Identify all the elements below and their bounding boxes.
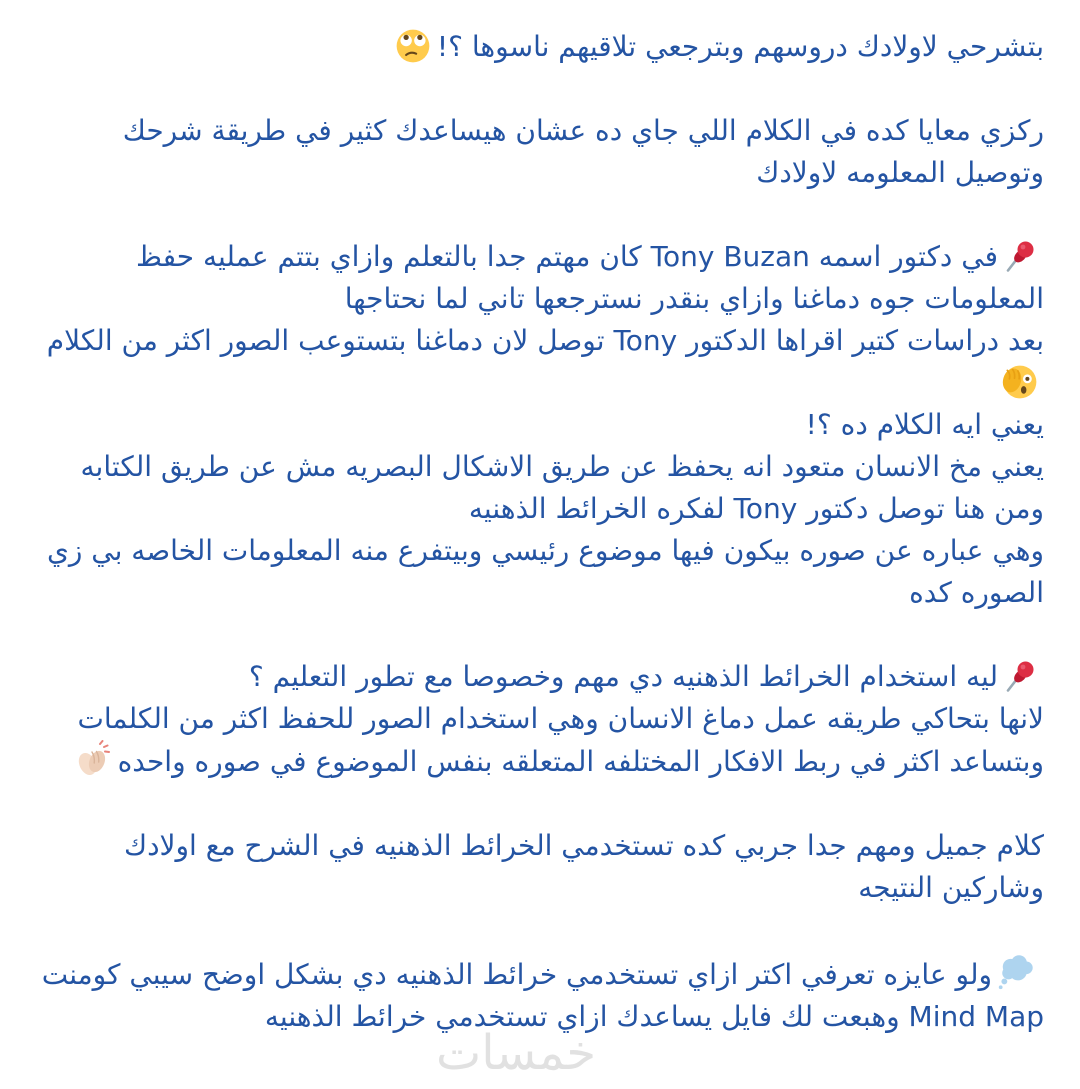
paragraph-focus-intro [34,110,1044,194]
line-text: يعني مخ الانسان متعود انه يحفظ عن طريق الاشكال البصريه مش عن طريق الكتابه ومن هنا توصل دكتور Tony لفكره الخرائط الذهنيه [80,450,1044,525]
post-content [34,26,1044,1038]
clapping-hands-light-emoji [73,740,113,780]
text-line [34,446,1044,530]
text-line [34,951,1044,1038]
line-text: لانها بتحاكي طريقه عمل دماغ الانسان وهي استخدام الصور للحفظ اكثر من الكلمات وبتساعد اكثر في ربط الافكار المختلفه المتعلقه بنفس الموضوع في صوره واحده [77,702,1044,778]
paragraph-intro-question [34,26,1044,68]
thought-balloon-emoji [997,951,1039,993]
khamsat-watermark: خمسات [436,1025,597,1081]
line-text: يعني ايه الكلام ده ؟! [805,408,1044,441]
line-text: كلام جميل ومهم جدا جربي كده تستخدمي الخرائط الذهنيه في الشرح مع اولادك وشاركين النتيجه [123,829,1044,904]
line-text: ركزي معايا كده في الكلام اللي جاي ده عشان هيساعدك كثير في طريقة شرحك وتوصيل المعلومه لاولادك [122,114,1044,189]
text-line [34,26,1044,68]
text-line [34,236,1044,320]
line-text: في دكتور اسمه Tony Buzan كان مهتم جدا بالتعلم وازاي بتتم عمليه حفظ المعلومات جوه دماغنا وازاي بنقدر نسترجعها تاني لما نحتاجها [136,240,1044,315]
text-line [34,698,1044,783]
pushpin-emoji [1003,239,1039,275]
line-text: بتشرحي لاولادك دروسهم وبترجعي تلاقيهم ناسوها ؟! [436,30,1044,63]
line-text: ولو عايزه تعرفي اكتر ازاي تستخدمي خرائط الذهنيه دي بشكل اوضح سيبي كومنت Mind Map وهبعت لك فايل يساعدك ازاي تستخدمي خرائط الذهنيه [41,958,1044,1033]
paragraph-call-to-try [34,825,1044,909]
text-line [34,530,1044,614]
line-text: ليه استخدام الخرائط الذهنيه دي مهم وخصوصا مع تطور التعليم ؟ [248,660,998,693]
pushpin-emoji [1003,659,1039,695]
text-line [34,320,1044,404]
paragraph-why-mind-maps [34,656,1044,783]
text-line [34,404,1044,446]
line-text: وهي عباره عن صوره بيكون فيها موضوع رئيسي وبيتفرع منه المعلومات الخاصه بي زي الصوره كده [46,534,1044,609]
text-line [34,825,1044,909]
face-with-peeking-eye-emoji [1001,363,1039,401]
text-line [34,110,1044,194]
paragraph-call-to-comment [34,951,1044,1038]
paragraph-tony-buzan-story [34,236,1044,614]
face-with-rolling-eyes-emoji [394,27,432,65]
text-line [34,656,1044,698]
line-text: بعد دراسات كتير اقراها الدكتور Tony توصل لان دماغنا بتستوعب الصور اكثر من الكلام [46,324,1044,357]
